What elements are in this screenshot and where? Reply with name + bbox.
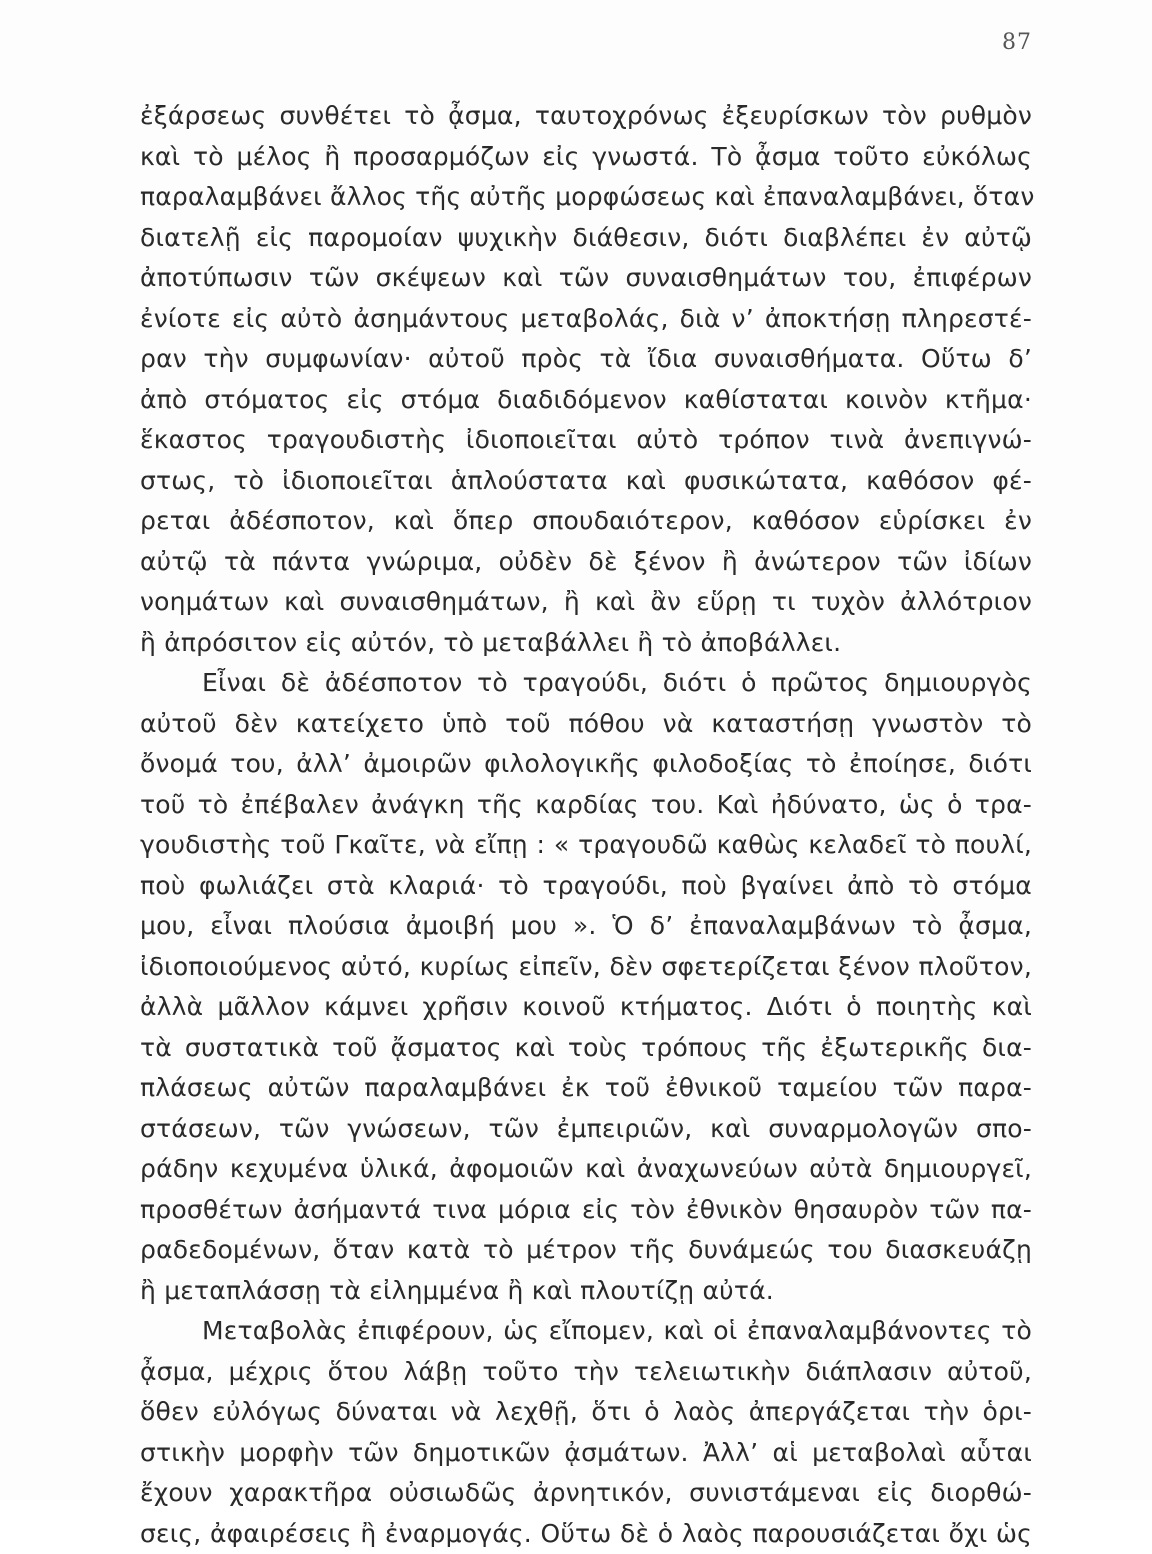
- text-line: ραδεδομένων, ὅταν κατὰ τὸ μέτρον τῆς δυνάμεώς του διασκευάζῃ: [140, 1230, 1032, 1271]
- text-line: Εἶναι δὲ ἀδέσποτον τὸ τραγούδι, διότι ὁ πρῶτος δημιουργὸς: [140, 663, 1032, 704]
- text-line: αὐτοῦ δὲν κατείχετο ὑπὸ τοῦ πόθου νὰ καταστήσῃ γνωστὸν τὸ: [140, 704, 1032, 745]
- text-line: αὐτῷ τὰ πάντα γνώριμα, οὐδὲν δὲ ξένον ἢ ἀνώτερον τῶν ἰδίων: [140, 542, 1032, 583]
- text-line: ποὺ φωλιάζει στὰ κλαριά· τὸ τραγούδι, ποὺ βγαίνει ἀπὸ τὸ στόμα: [140, 866, 1032, 907]
- text-line: ἐξάρσεως συνθέτει τὸ ᾆσμα, ταυτοχρόνως ἐξευρίσκων τὸν ρυθμὸν: [140, 96, 1032, 137]
- text-line: ράδην κεχυμένα ὑλικά, ἀφομοιῶν καὶ ἀναχωνεύων αὐτὰ δημιουργεῖ,: [140, 1149, 1032, 1190]
- text-line: διατελῇ εἰς παρομοίαν ψυχικὴν διάθεσιν, διότι διαβλέπει ἐν αὐτῷ: [140, 218, 1032, 259]
- text-line: τοῦ τὸ ἐπέβαλεν ἀνάγκη τῆς καρδίας του. Καὶ ἠδύνατο, ὡς ὁ τρα-: [140, 785, 1032, 826]
- text-line: προσθέτων ἀσήμαντά τινα μόρια εἰς τὸν ἐθνικὸν θησαυρὸν τῶν πα-: [140, 1190, 1032, 1231]
- text-line: μου, εἶναι πλούσια ἀμοιβή μου ». Ὁ δ’ ἐπαναλαμβάνων τὸ ᾆσμα,: [140, 906, 1032, 947]
- text-line: ἀπὸ στόματος εἰς στόμα διαδιδόμενον καθίσταται κοινὸν κτῆμα·: [140, 380, 1032, 421]
- text-line: ρεται ἀδέσποτον, καὶ ὅπερ σπουδαιότερον, καθόσον εὑρίσκει ἐν: [140, 501, 1032, 542]
- text-line: ὅθεν εὐλόγως δύναται νὰ λεχθῇ, ὅτι ὁ λαὸς ἀπεργάζεται τὴν ὁρι-: [140, 1392, 1032, 1433]
- text-line: ἔχουν χαρακτῆρα οὐσιωδῶς ἀρνητικόν, συνιστάμεναι εἰς διορθώ-: [140, 1473, 1032, 1514]
- text-line: ἀλλὰ μᾶλλον κάμνει χρῆσιν κοινοῦ κτήματος. Διότι ὁ ποιητὴς καὶ: [140, 987, 1032, 1028]
- body-text: [140, 96, 1032, 1554]
- text-line: γουδιστὴς τοῦ Γκαῖτε, νὰ εἴπῃ : « τραγουδῶ καθὼς κελαδεῖ τὸ πουλί,: [140, 825, 1032, 866]
- text-line: ἀποτύπωσιν τῶν σκέψεων καὶ τῶν συναισθημάτων του, ἐπιφέρων: [140, 258, 1032, 299]
- text-line: στως, τὸ ἰδιοποιεῖται ἁπλούστατα καὶ φυσικώτατα, καθόσον φέ-: [140, 461, 1032, 502]
- text-line: ἕκαστος τραγουδιστὴς ἰδιοποιεῖται αὐτὸ τρόπον τινὰ ἀνεπιγνώ-: [140, 420, 1032, 461]
- text-line: ραν τὴν συμφωνίαν· αὐτοῦ πρὸς τὰ ἴδια συναισθήματα. Οὕτω δ’: [140, 339, 1032, 380]
- text-line: ἰδιοποιούμενος αὐτό, κυρίως εἰπεῖν, δὲν σφετερίζεται ξένον πλοῦτον,: [140, 947, 1032, 988]
- text-line: σεις, ἀφαιρέσεις ἢ ἐναρμογάς. Οὕτω δὲ ὁ λαὸς παρουσιάζεται ὄχι ὡς: [140, 1514, 1032, 1554]
- text-line: πλάσεως αὐτῶν παραλαμβάνει ἐκ τοῦ ἐθνικοῦ ταμείου τῶν παρα-: [140, 1068, 1032, 1109]
- page-number: 87: [1002, 30, 1032, 55]
- text-line: τὰ συστατικὰ τοῦ ᾄσματος καὶ τοὺς τρόπους τῆς ἐξωτερικῆς δια-: [140, 1028, 1032, 1069]
- text-line: Μεταβολὰς ἐπιφέρουν, ὡς εἴπομεν, καὶ οἱ ἐπαναλαμβάνοντες τὸ: [140, 1311, 1032, 1352]
- text-line: ἢ μεταπλάσσῃ τὰ εἰλημμένα ἢ καὶ πλουτίζῃ αὐτά.: [140, 1271, 1032, 1312]
- text-line: στικὴν μορφὴν τῶν δημοτικῶν ᾀσμάτων. Ἀλλ’ αἱ μεταβολαὶ αὗται: [140, 1433, 1032, 1474]
- text-line: παραλαμβάνει ἄλλος τῆς αὐτῆς μορφώσεως καὶ ἐπαναλαμβάνει, ὅταν: [140, 177, 1032, 218]
- text-line: νοημάτων καὶ συναισθημάτων, ἢ καὶ ἂν εὕρῃ τι τυχὸν ἀλλότριον: [140, 582, 1032, 623]
- text-line: ἐνίοτε εἰς αὐτὸ ἀσημάντους μεταβολάς, διὰ ν’ ἀποκτήσῃ πληρεστέ-: [140, 299, 1032, 340]
- text-line: ἢ ἀπρόσιτον εἰς αὐτόν, τὸ μεταβάλλει ἢ τὸ ἀποβάλλει.: [140, 623, 1032, 664]
- text-line: καὶ τὸ μέλος ἢ προσαρμόζων εἰς γνωστά. Τὸ ᾆσμα τοῦτο εὐκόλως: [140, 137, 1032, 178]
- text-line: ὄνομά του, ἀλλ’ ἀμοιρῶν φιλολογικῆς φιλοδοξίας τὸ ἐποίησε, διότι: [140, 744, 1032, 785]
- text-line: ᾆσμα, μέχρις ὅτου λάβῃ τοῦτο τὴν τελειωτικὴν διάπλασιν αὐτοῦ,: [140, 1352, 1032, 1393]
- text-line: στάσεων, τῶν γνώσεων, τῶν ἐμπειριῶν, καὶ συναρμολογῶν σπο-: [140, 1109, 1032, 1150]
